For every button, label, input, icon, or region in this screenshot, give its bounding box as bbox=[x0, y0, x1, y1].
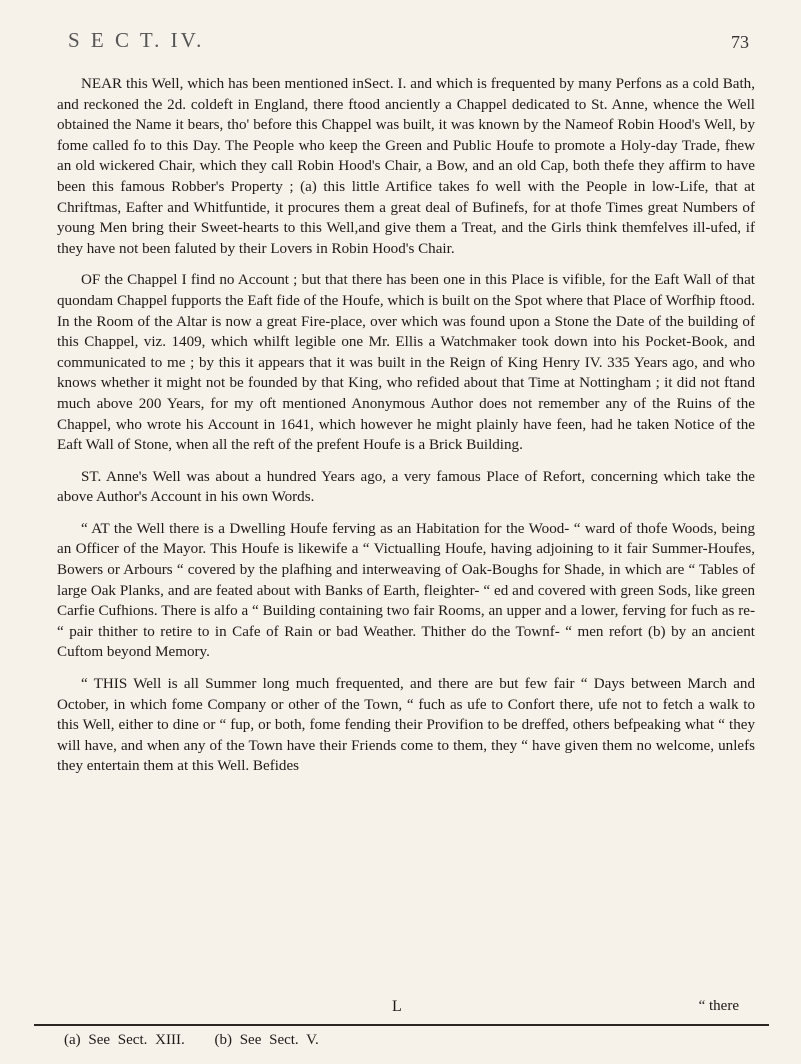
paragraph-st-annes-well: ST. Anne's Well was about a hundred Years ago, a very famous Place of Refort, concerning which take the above Author's Account in his own Words. bbox=[57, 468, 755, 506]
footnote-b: (b) See Sect. V. bbox=[214, 1032, 319, 1048]
quote-dwelling-house: “ AT the Well there is a Dwelling Houfe ferving as an Habitation for the Wood- “ ward of thofe Woods, being an Officer of the Mayor. This Houfe is likewife a “ Victualling Houfe, having adjoining to it fair Summer-Houfes, Bowers or Arbours “ covered by the plafhing and interweaving of Oak-Boughs for Shade, in which are “ Tables of large Oak Planks, and are feated about with Banks of Earth, fleighter- “ ed and covered with green Sods, like green Carfie Cufhions. There is alfo a “ Building containing two fair Rooms, an upper and a lower, ferving for fuch as re- “ pair thither to retire to in Cafe of Rain or bad Weather. Thither do the Townf- “ men refort (b) by an ancient Cuftom beyond Memory. bbox=[57, 520, 755, 661]
footnote-rule bbox=[34, 1024, 769, 1026]
page-number: 73 bbox=[731, 32, 749, 52]
paragraph-robin-hoods-well: NEAR this Well, which has been mentioned inSect. I. and which is frequented by many Perfons as a cold Bath, and reckoned the 2d. coldeft in England, there ftood anciently a Chappel dedicated to St. Anne, whence the Well obtained the Name it bears, tho' before this Chappel was built, it was known by the Nameof Robin Hood's Well, by fome called fo to this Day. The People who keep the Green and Public Houfe to promote a Holy-day Trade, fhew an old wickered Chair, which they call Robin Hood's Chair, a Bow, and an old Cap, both thefe they affirm to have been this famous Robber's Property ; (a) this little Artifice takes fo well with the People in low-Life, that at Chriftmas, Eafter and Whitfuntide, it procures them a great deal of Bufinefs, for at thofe Times great Numbers of young Men bring their Sweet-hearts to this Well,and give them a Treat, and the Girls think themfelves ill-ufed, if they have not been faluted by their Lovers in Robin Hood's Chair. bbox=[57, 76, 755, 257]
footnote-a: (a) See Sect. XIII. bbox=[64, 1032, 185, 1048]
quote-summer-frequented: “ THIS Well is all Summer long much frequented, and there are but few fair “ Days between March and October, in which fome Company or other of the Town, “ fuch as ufe to Confort there, ufe not to fetch a walk to this Well, either to dine or “ fup, or both, fome fending their Provifion to be dreffed, others befpeaking what “ they will have, and when any of the Town have their Friends come to them, they “ have given them no welcome, unlefs they entertain them at this Well. Befides bbox=[57, 676, 755, 775]
running-head: S E C T. IV. bbox=[68, 28, 205, 52]
paragraph-chappel-account: OF the Chappel I find no Account ; but that there has been one in this Place is vifible, for the Eaft Wall of that quondam Chappel fupports the Eaft fide of the Houfe, which is built on the Spot where that Place of Worfhip ftood. In the Room of the Altar is now a great Fire-place, over which was found upon a Stone the Date of the building of this Chappel, viz. 1409, which whilft legible one Mr. Ellis a Watchmaker took down into his Pocket-Book, and communicated to me ; by this it appears that it was built in the Reign of King Henry IV. 335 Years ago, and who knows whether it might not be founded by that King, who refided about that Time at Nottingham ; it did not ftand much above 200 Years, for my oft mentioned Anonymous Author does not remember any of the Ruins of the Chappel, who wrote his Account in 1641, which however he might plainly have feen, had he taken Notice of the Eaft Wall of Stone, when all the reft of the prefent Houfe is a Brick Building. bbox=[57, 272, 755, 454]
catchword: “ there bbox=[698, 998, 739, 1014]
body-text bbox=[57, 74, 755, 788]
signature-mark: L bbox=[392, 998, 402, 1015]
footnotes bbox=[64, 1032, 341, 1049]
